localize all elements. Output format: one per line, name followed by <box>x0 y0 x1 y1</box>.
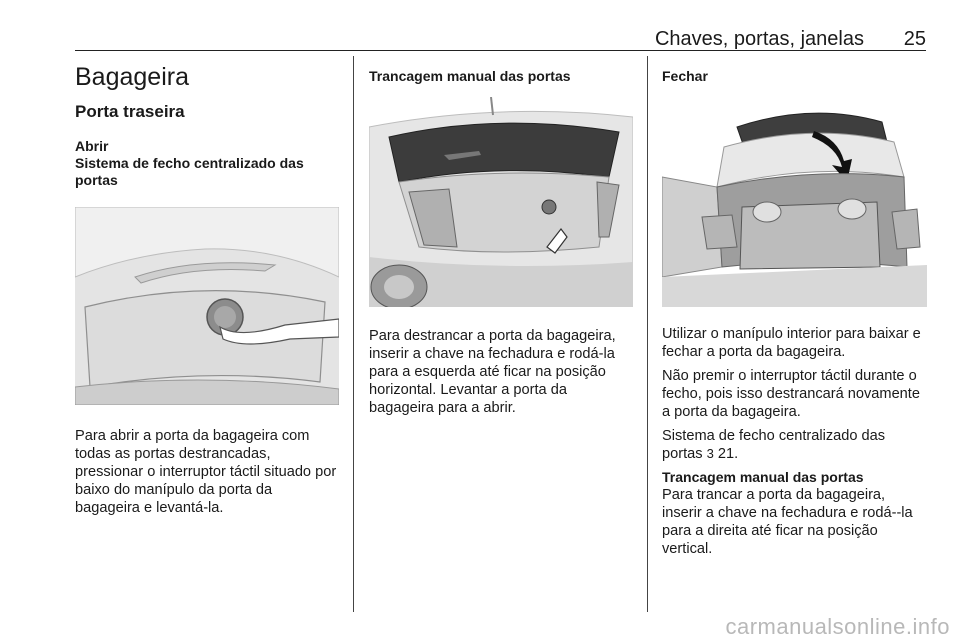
page-reference-arrow-icon: 3 <box>706 446 714 461</box>
column-3 <box>662 62 927 558</box>
column-2 <box>369 62 633 417</box>
lock-instructions-text: Para trancar a porta da bagageira, inserir a chave na fechadura e rodá--la para a direita até ficar na posição vertical. <box>662 487 913 557</box>
subsection-heading: Porta traseira <box>75 102 185 121</box>
running-header-title: Chaves, portas, janelas <box>654 28 864 50</box>
page-number: 25 <box>903 28 926 50</box>
central-lock-heading: Sistema de fecho centralizado das portas <box>75 155 304 188</box>
unlock-instructions-text: Para destrancar a porta da bagageira, inserir a chave na fechadura e rodá-la para a esquerda até ficar na posição horizontal. Levantar a porta da bagageira para a abrir. <box>369 328 616 416</box>
open-heading: Abrir <box>75 138 109 154</box>
close-heading: Fechar <box>662 68 708 84</box>
manual-lock-heading: Trancagem manual das portas <box>369 68 571 84</box>
watermark: carmanualsonline.info <box>725 614 950 639</box>
header-rule <box>75 50 926 51</box>
column-divider-1 <box>353 56 354 612</box>
section-heading: Bagageira <box>75 63 189 91</box>
central-lock-reference-text: Sistema de fecho centralizado das portas <box>662 428 886 462</box>
column-1 <box>75 62 339 517</box>
column-divider-2 <box>647 56 648 612</box>
page-reference-link[interactable]: 21. <box>717 446 739 462</box>
tailgate-switch-illustration <box>75 207 339 405</box>
open-tailgate-drawing <box>662 97 927 307</box>
manual-lock-heading-2: Trancagem manual das portas <box>662 469 864 485</box>
open-instructions-text: Para abrir a porta da bagageira com todas as portas destrancadas, pressionar o interruptor táctil situado por baixo do manípulo da porta da bagageira e levantá-la. <box>75 428 337 516</box>
close-paragraph-1: Utilizar o manípulo interior para baixar e fechar a porta da bagageira. <box>662 326 921 360</box>
car-rear-drawing <box>369 97 633 307</box>
running-header <box>75 28 926 50</box>
close-paragraph-3 <box>662 427 927 463</box>
key-lock-illustration <box>369 97 633 307</box>
close-paragraph-2: Não premir o interruptor táctil durante o fecho, pois isso destrancará novamente a porta da bagageira. <box>662 368 920 420</box>
tailgate-switch-drawing <box>75 207 339 405</box>
closing-tailgate-illustration <box>662 97 927 307</box>
